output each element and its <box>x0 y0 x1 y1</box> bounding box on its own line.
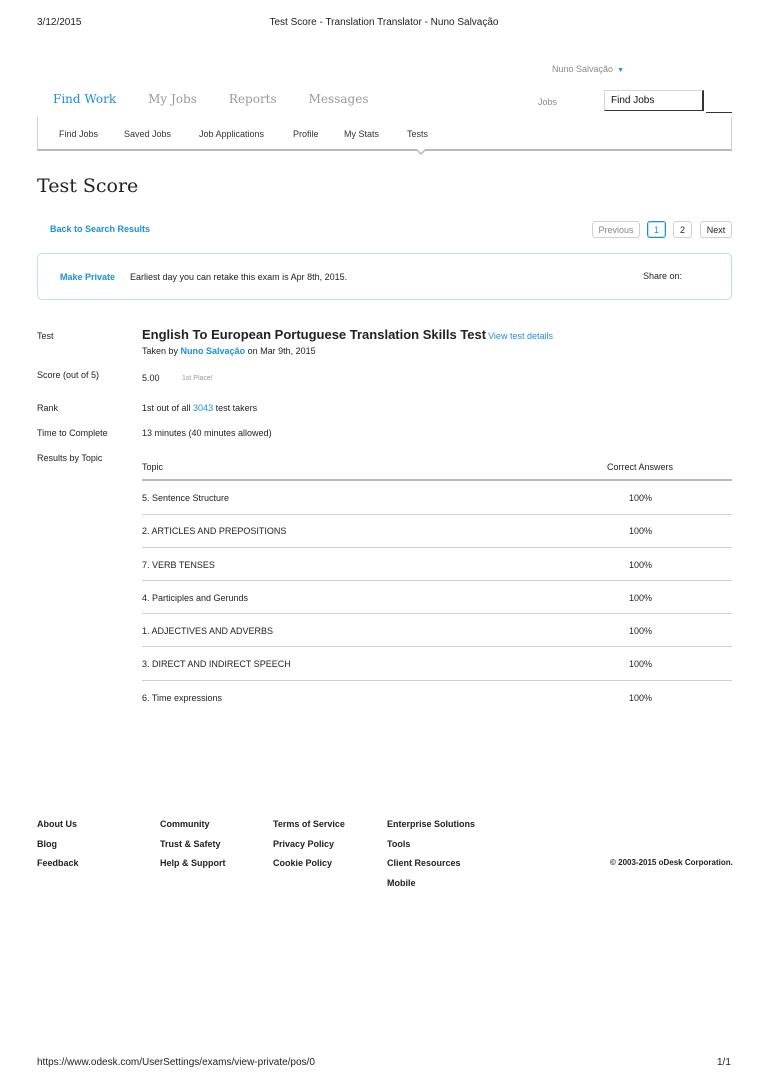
table-row-correct: 100% <box>629 593 653 603</box>
chevron-down-icon: ▼ <box>617 67 624 74</box>
table-header-correct: Correct Answers <box>607 462 674 472</box>
subnav-find-jobs[interactable]: Find Jobs <box>59 129 99 139</box>
sub-nav <box>59 129 428 139</box>
footer-about-us[interactable]: About Us <box>37 819 77 829</box>
row-divider <box>142 613 732 614</box>
print-url: https://www.odesk.com/UserSettings/exams/view-private/pos/0 <box>37 1057 315 1068</box>
table-row-topic: 4. Participles and Gerunds <box>142 593 249 603</box>
search-scope[interactable]: Jobs <box>538 97 558 107</box>
table-row-topic: 1. ADJECTIVES AND ADVERBS <box>142 626 274 636</box>
footer-terms[interactable]: Terms of Service <box>273 819 345 829</box>
make-private-link[interactable]: Make Private <box>60 272 116 282</box>
subnav-profile[interactable]: Profile <box>293 129 319 139</box>
row-divider <box>142 514 732 515</box>
table-row-correct: 100% <box>629 626 653 636</box>
nav-messages[interactable]: Messages <box>308 92 369 106</box>
taken-by-user-link[interactable]: Nuno Salvação <box>180 346 246 356</box>
table-row-correct: 100% <box>629 526 653 536</box>
time-value: 13 minutes (40 minutes allowed) <box>142 428 272 438</box>
active-tab-pointer-inner <box>416 148 426 153</box>
footer-tools[interactable]: Tools <box>387 839 411 849</box>
footer-mobile[interactable]: Mobile <box>387 878 416 888</box>
taken-by-prefix: Taken by <box>142 346 179 356</box>
nav-reports[interactable]: Reports <box>228 92 277 106</box>
user-name: Nuno Salvação <box>552 64 614 74</box>
rank-count-link[interactable]: 3043 <box>193 403 214 413</box>
retake-date-text: Earliest day you can retake this exam is Apr 8th, 2015. <box>130 272 348 282</box>
score-value: 5.00 <box>142 373 160 383</box>
print-page-number: 1/1 <box>717 1057 731 1068</box>
rank-suffix: test takers <box>215 403 258 413</box>
test-name-text: English To European Portuguese Translation Skills Test <box>142 327 487 342</box>
table-row-correct: 100% <box>629 560 653 570</box>
view-test-details-link[interactable]: View test details <box>488 331 553 341</box>
table-header-topic: Topic <box>142 462 164 472</box>
footer-help-support[interactable]: Help & Support <box>160 858 226 868</box>
table-header-divider <box>142 479 732 481</box>
subnav-job-applications[interactable]: Job Applications <box>199 129 265 139</box>
footer-feedback[interactable]: Feedback <box>37 858 79 868</box>
pagination-page-2[interactable]: 2 <box>673 221 692 238</box>
user-menu[interactable] <box>552 64 624 74</box>
pagination-previous[interactable]: Previous <box>592 221 640 238</box>
print-date: 3/12/2015 <box>37 17 82 28</box>
table-row-topic: 3. DIRECT AND INDIRECT SPEECH <box>142 659 291 669</box>
back-to-search-link[interactable]: Back to Search Results <box>50 224 151 234</box>
first-place-badge: 1st Place! <box>182 375 213 382</box>
page-title: Test Score <box>37 175 139 197</box>
label-rank: Rank <box>37 403 59 413</box>
taken-by <box>142 346 316 356</box>
main-nav <box>53 92 368 106</box>
footer-blog[interactable]: Blog <box>37 839 57 849</box>
footer-trust-safety[interactable]: Trust & Safety <box>160 839 221 849</box>
pagination-page-1[interactable]: 1 <box>647 221 666 238</box>
table-row-correct: 100% <box>629 693 653 703</box>
row-divider <box>142 646 732 647</box>
row-divider <box>142 580 732 581</box>
copyright: © 2003-2015 oDesk Corporation. <box>610 858 733 867</box>
label-score: Score (out of 5) <box>37 370 100 380</box>
test-name <box>142 327 553 342</box>
table-row-correct: 100% <box>629 659 653 669</box>
table-row-topic: 5. Sentence Structure <box>142 493 230 503</box>
footer-cookie[interactable]: Cookie Policy <box>273 858 333 868</box>
table-row-correct: 100% <box>629 493 653 503</box>
footer-community[interactable]: Community <box>160 819 210 829</box>
subnav-tests[interactable]: Tests <box>407 129 429 139</box>
search-button[interactable] <box>706 90 732 113</box>
label-time: Time to Complete <box>37 428 108 438</box>
table-row-topic: 6. Time expressions <box>142 693 223 703</box>
subnav-saved-jobs[interactable]: Saved Jobs <box>124 129 172 139</box>
pagination-next[interactable]: Next <box>700 221 732 238</box>
nav-find-work[interactable]: Find Work <box>53 92 117 106</box>
table-row-topic: 7. VERB TENSES <box>142 560 215 570</box>
label-test: Test <box>37 331 54 341</box>
footer-enterprise[interactable]: Enterprise Solutions <box>387 819 476 829</box>
footer-privacy[interactable]: Privacy Policy <box>273 839 335 849</box>
table-row-topic: 2. ARTICLES AND PREPOSITIONS <box>142 526 287 536</box>
row-divider <box>142 547 732 548</box>
subnav-my-stats[interactable]: My Stats <box>344 129 380 139</box>
nav-my-jobs[interactable]: My Jobs <box>148 92 197 106</box>
rank-value <box>142 403 257 413</box>
taken-on-date: on Mar 9th, 2015 <box>247 346 316 356</box>
search-input[interactable]: Find Jobs <box>604 90 704 111</box>
print-title: Test Score - Translation Translator - Nuno Salvação <box>269 17 499 28</box>
row-divider <box>142 680 732 681</box>
share-on-label: Share on: <box>643 271 683 281</box>
footer-client-resources[interactable]: Client Resources <box>387 858 461 868</box>
label-results: Results by Topic <box>37 453 103 463</box>
rank-prefix: 1st out of all <box>142 403 191 413</box>
